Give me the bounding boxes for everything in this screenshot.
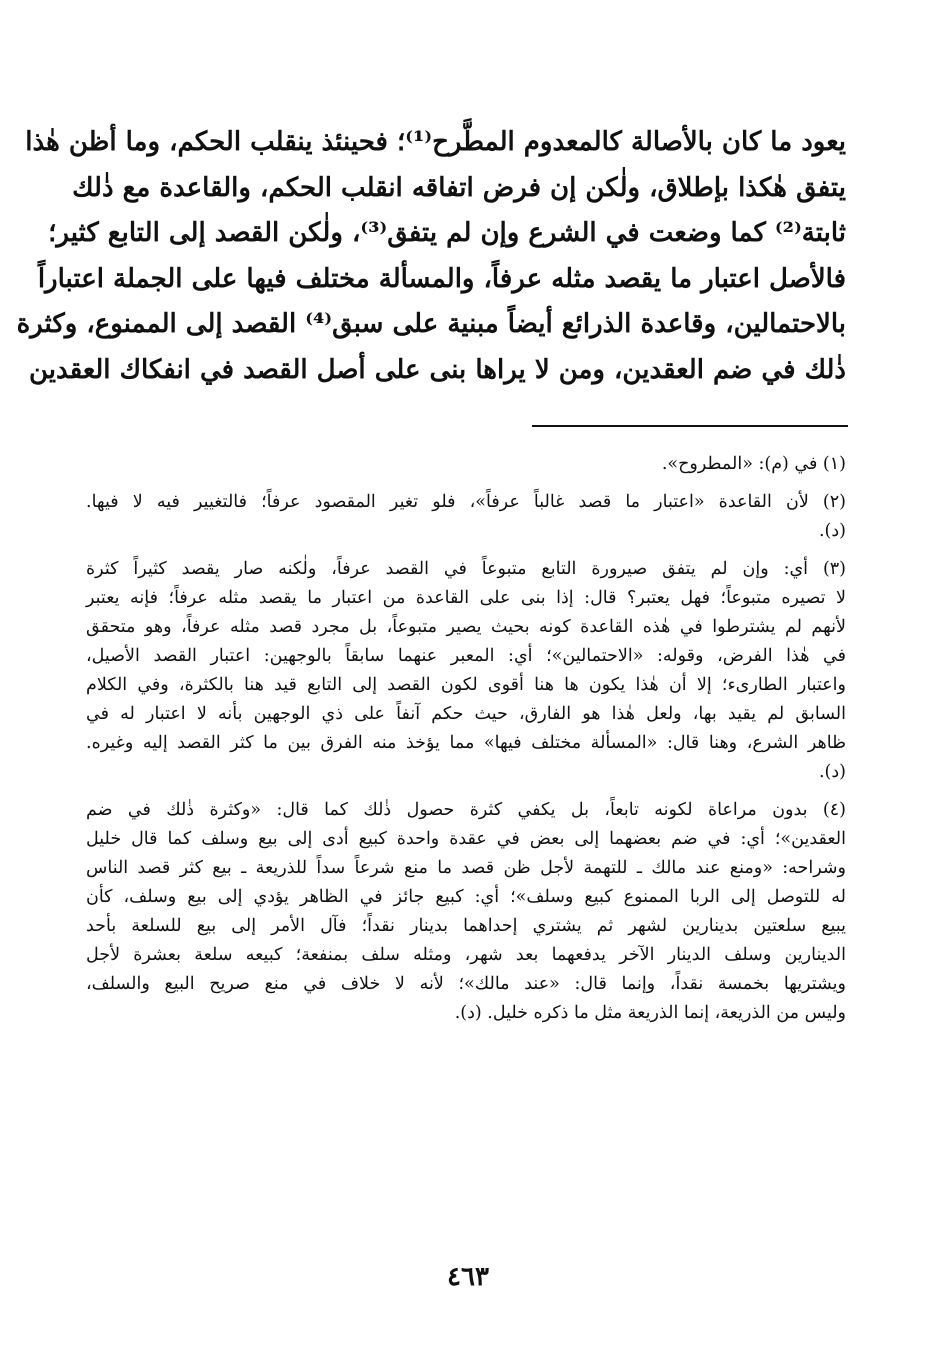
main-text-line: ذٰلك في ضم العقدين، ومن لا يراها بنى على أصل القصد في انفكاك العقدين: [29, 354, 846, 385]
main-text-body: [16, 120, 846, 393]
footnote-line: ويشتريها بخمسة نقداً، وإنما قال: «عند مالك»؛ لأنه لا خلاف في منع صريح البيع والسلف،: [86, 974, 846, 994]
footnote-2: [86, 488, 846, 546]
main-text-line: يتفق هٰكذا بإطلاق، ولٰكن إن فرض اتفاقه انقلب الحكم، والقاعدة مع ذٰلك: [72, 172, 846, 203]
footnote-line: (٤) بدون مراعاة لكونه تابعاً، بل يكفي كثرة حصول ذٰلك كما قال: «وكثرة ذٰلك في ضم: [86, 800, 846, 820]
footnote-line: واعتبار الطارىء؛ إلا أن هٰذا يكون ها هنا أقوى لكون القصد إلى التابع قيد هنا بالكثرة، وفي الكلام: [86, 675, 846, 695]
footnote-line: وشراحه: «ومنع عند مالك ـ للتهمة لأجل ظن قصد ما منع شرعاً سداً للذريعة ـ بيع كثر قصد الناس: [86, 858, 846, 878]
footnote-line: (٢) لأن القاعدة «اعتبار ما قصد غالباً عرفاً»، فلو تغير المقصود عرفاً؛ فالتغيير فيه لا فيها.: [86, 492, 846, 512]
footnote-line: (د).: [818, 521, 846, 541]
footnote-line: له للتوصل إلى الربا الممنوع كبيع وسلف»؛ أي: كبيع جائز في الظاهر يؤدي إلى بيع وسلف، كأن: [86, 887, 846, 907]
footnote-line: السابق لم يقيد بها، ولعل هٰذا هو الفارق، حيث حكم آنفاً على ذي الوجهين بأنه لا اعتبار له في: [86, 704, 846, 724]
footnote-line: (١) في (م): «المطروح».: [661, 454, 846, 474]
footnote-line: لا تصيره متبوعاً؛ فهل يعتبر؟ قال: إذا بنى على القاعدة من اعتبار ما يقصد مثله عرفاً؛ فإنه يعتبر: [86, 588, 846, 608]
footnote-line: (٣) أي: وإن لم يتفق صيرورة التابع متبوعاً في القصد عرفاً، ولٰكنه صار يقصد كثيراً كثرة: [86, 559, 846, 579]
footnote-line: الدينارين وسلف الدينار الآخر يدفعهما بعد شهر، ومثله سلف بمنفعة؛ كبيعه سلعة بعشرة لأجل: [86, 945, 846, 965]
footnote-line: وليس من الذريعة، إنما الذريعة مثل ما ذكره خليل. (د).: [454, 1003, 846, 1023]
main-text-line: فالأصل اعتبار ما يقصد مثله عرفاً، والمسألة مختلف فيها على الجملة اعتباراً: [37, 263, 846, 294]
footnote-line: في هٰذا الفرض، وقوله: «الاحتمالين»؛ أي: المعبر عنهما سابقاً بالوجهين: اعتبار القصد الأصيل،: [86, 646, 846, 666]
footnote-line: يبيع سلعتين بدينارين لشهر ثم يشتري إحداهما بدينار نقداً؛ فآل الأمر إلى بيع للسلعة بأحد: [86, 916, 846, 936]
page-number: ٤٦٣: [447, 1262, 489, 1292]
main-text-line: ثابتة⁽²⁾ كما وضعت في الشرع وإن لم يتفق⁽³⁾، ولٰكن القصد إلى التابع كثير؛: [48, 218, 846, 248]
footnote-line: العقدين»؛ أي: في ضم بعضهما إلى بعض في عقدة واحدة كبيع أدى إلى بيع وسلف كما قال خليل: [86, 829, 846, 849]
footnote-separator-rule: [532, 425, 848, 427]
main-text-line: بالاحتمالين، وقاعدة الذرائع أيضاً مبنية على سبق⁽⁴⁾ القصد إلى الممنوع، وكثرة: [16, 309, 846, 339]
footnotes-section: [86, 450, 846, 1037]
footnote-3: [86, 555, 846, 787]
main-text-line: يعود ما كان بالأصالة كالمعدوم المطَّرح⁽¹⁾؛ فحينئذ ينقلب الحكم، وما أظن هٰذا: [25, 127, 846, 157]
footnote-4: [86, 796, 846, 1028]
footnote-1: [86, 450, 846, 479]
footnote-line: لأنهم لم يشترطوا في هٰذه القاعدة كونه بحيث يصير متبوعاً، بل مجرد قصد مثله عرفاً، وهو متحقق: [86, 617, 846, 637]
footnote-line: ظاهر الشرع، وهنا قال: «المسألة مختلف فيها» مما يؤخذ منه الفرق بين ما كثر القصد إليه وغيره.: [86, 733, 846, 753]
footnote-line: (د).: [818, 762, 846, 782]
